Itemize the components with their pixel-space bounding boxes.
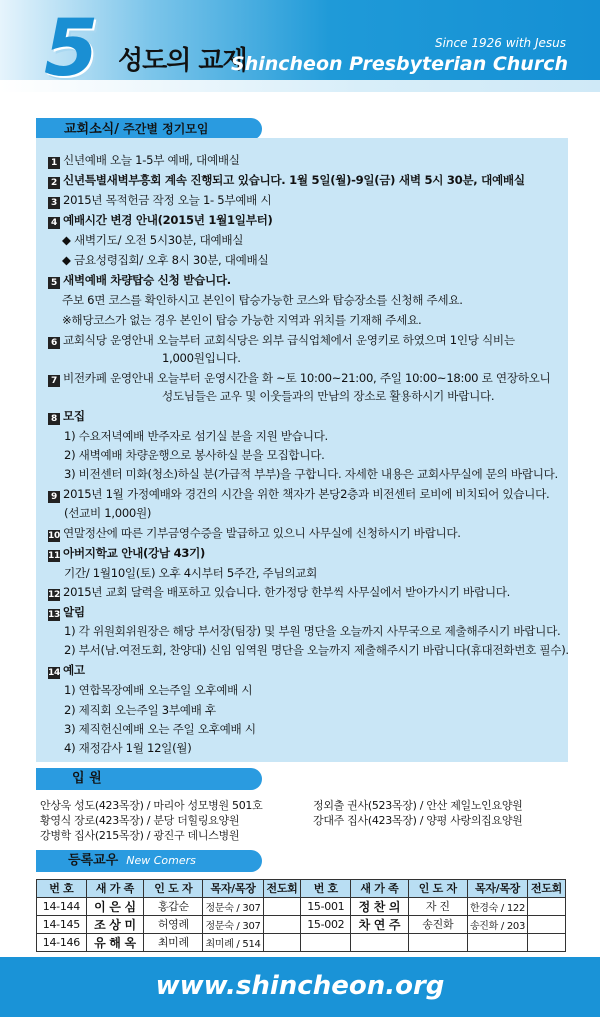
- section-number: 5: [44, 4, 99, 94]
- news-subline: 4) 재정감사 1월 12일(월): [64, 741, 192, 755]
- table-row: [37, 933, 566, 951]
- col-header: 새 가 족: [86, 880, 144, 898]
- news-item-4: [48, 213, 273, 229]
- since-text: Since 1926 with Jesus: [434, 36, 566, 50]
- news-item-7: [48, 371, 550, 387]
- news-text: 모집: [63, 409, 85, 423]
- section-title: 성도의 교제: [118, 46, 247, 76]
- news-subline: ※해당코스가 없는 경우 본인이 탑승 가능한 지역과 위치를 기재해 주세요.: [62, 313, 422, 327]
- news-number-badge: 9: [48, 491, 60, 503]
- news-item-12: [48, 585, 510, 601]
- news-subline: (선교비 1,000원): [64, 506, 152, 520]
- cell-number: 14-145: [37, 915, 87, 933]
- news-number-badge: 12: [48, 590, 60, 600]
- cell-guide: 송진화: [408, 915, 467, 933]
- cell-shepherd: 한경숙 / 122: [467, 897, 527, 915]
- col-header: 번 호: [301, 880, 351, 898]
- news-item-9: [48, 487, 549, 503]
- news-text: 교회식당 운영안내 오늘부터 교회식당은 외부 급식업체에서 운영키로 하였으며 1인당 식비는: [63, 333, 515, 347]
- cell-mission: [528, 897, 566, 915]
- col-header: 인 도 자: [144, 880, 203, 898]
- cell-mission: [263, 897, 301, 915]
- news-subline: 2) 제직회 오는주일 3부예배 후: [64, 703, 216, 717]
- col-header: 전도회: [528, 880, 566, 898]
- news-text: 비전카페 운영안내 오늘부터 운영시간을 화 ~토 10:00~21:00, 주일 10:00~18:00 로 연장하오니: [63, 371, 551, 385]
- col-header: 인 도 자: [408, 880, 467, 898]
- news-subline: 주보 6면 코스를 확인하시고 본인이 탑승가능한 코스와 탑승장소를 신청해 주세요.: [62, 293, 463, 307]
- news-item-14: [48, 663, 85, 679]
- news-subline: 1,000원입니다.: [162, 351, 241, 365]
- cell-number: 15-002: [301, 915, 351, 933]
- cell-newcomer: [351, 933, 409, 951]
- news-text: 2015년 목적헌금 작정 오늘 1- 5부예배 시: [63, 193, 272, 207]
- news-item-3: [48, 193, 271, 209]
- news-item-13: [48, 605, 85, 621]
- news-number-badge: 3: [48, 197, 60, 209]
- news-number-badge: 1: [48, 157, 60, 169]
- website-link[interactable]: www.shincheon.org: [155, 971, 445, 1001]
- news-number-badge: 11: [48, 551, 60, 561]
- col-header: 목자/목장: [467, 880, 527, 898]
- news-subline: 2) 부서(남.여전도회, 찬양대) 신임 임역원 명단을 오늘까지 제출해주시기 바랍니다(휴대전화번호 필수).: [64, 643, 569, 657]
- news-number-badge: 2: [48, 177, 60, 189]
- col-header: 목자/목장: [203, 880, 263, 898]
- cell-mission: [528, 933, 566, 951]
- news-text: 아버지학교 안내(강남 43기): [63, 546, 206, 560]
- cell-shepherd: 정문숙 / 307: [203, 897, 263, 915]
- hospital-heading: 입 원: [36, 768, 262, 790]
- hospital-entry: 강대주 집사(423목장) / 양평 사랑의집요양원: [313, 814, 523, 827]
- news-subline: 기간/ 1월10일(토) 오후 4시부터 5주간, 주님의교회: [64, 566, 318, 580]
- news-heading: [36, 118, 262, 140]
- news-text: 예고: [63, 663, 85, 677]
- table-row: [37, 915, 566, 933]
- newcomers-table: [36, 879, 566, 952]
- table-header-row: [37, 880, 566, 898]
- cell-mission: [263, 915, 301, 933]
- cell-mission: [263, 933, 301, 951]
- cell-guide: [408, 933, 467, 951]
- cell-number: [301, 933, 351, 951]
- news-item-2: [48, 173, 525, 189]
- cell-number: 15-001: [301, 897, 351, 915]
- news-subline: ◆ 새벽기도/ 오전 5시30분, 대예배실: [62, 233, 244, 247]
- col-header: 번 호: [37, 880, 87, 898]
- news-text: 새벽예배 차량탑승 신청 받습니다.: [63, 273, 231, 287]
- table-row: [37, 897, 566, 915]
- cell-newcomer: 정 찬 의: [351, 897, 409, 915]
- news-subline: 1) 수요저녁예배 반주자로 섬기실 분을 지원 받습니다.: [64, 429, 328, 443]
- news-item-10: [48, 526, 461, 542]
- newcomers-heading-en: New Comers: [126, 854, 196, 867]
- news-number-badge: 7: [48, 375, 60, 387]
- cell-newcomer: 유 해 옥: [86, 933, 144, 951]
- news-item-11: [48, 546, 205, 562]
- news-text: 2015년 교회 달력을 배포하고 있습니다. 한가정당 한부씩 사무실에서 받아가시기 바랍니다.: [63, 585, 511, 599]
- cell-newcomer: 차 연 주: [351, 915, 409, 933]
- news-subline: 1) 연합목장예배 오는주일 오후예배 시: [64, 683, 253, 697]
- news-item-1: [48, 153, 240, 169]
- col-header: 전도회: [263, 880, 301, 898]
- col-header: 새 가 족: [351, 880, 409, 898]
- page-header: [0, 0, 600, 92]
- news-subline: 2) 새벽예배 차량운행으로 봉사하실 분을 모집합니다.: [64, 448, 325, 462]
- news-number-badge: 10: [48, 531, 60, 541]
- hospital-entry: 안상욱 성도(423목장) / 마리아 성모병원 501호: [40, 799, 263, 812]
- cell-newcomer: 조 상 미: [86, 915, 144, 933]
- news-number-badge: 13: [48, 610, 60, 620]
- news-subline: 3) 비전센터 미화(청소)하실 분(가급적 부부)을 구합니다. 자세한 내용은 교회사무실에 문의 바랍니다.: [64, 467, 558, 481]
- cell-shepherd: 정문숙 / 307: [203, 915, 263, 933]
- news-subline: 1) 각 위원회위원장은 해당 부서장(팀장) 및 부원 명단을 오늘까지 사무국으로 제출해주시기 바랍니다.: [64, 624, 561, 638]
- newcomers-heading: [36, 850, 262, 872]
- news-heading-sub: 주간별 정기모임: [118, 122, 209, 136]
- cell-guide: 최미례: [144, 933, 203, 951]
- news-number-badge: 6: [48, 337, 60, 349]
- news-text: 연말정산에 따른 기부금영수증을 발급하고 있으니 사무실에 신청하시기 바랍니다.: [63, 526, 461, 540]
- cell-shepherd: [467, 933, 527, 951]
- cell-mission: [528, 915, 566, 933]
- news-number-badge: 4: [48, 217, 60, 229]
- cell-number: 14-146: [37, 933, 87, 951]
- news-item-6: [48, 333, 515, 349]
- hospital-entry: 강병학 집사(215목장) / 광진구 데니스병원: [40, 829, 240, 842]
- news-text: 신년예배 오늘 1-5부 예배, 대예배실: [63, 153, 240, 167]
- news-number-badge: 8: [48, 413, 60, 425]
- news-text: 예배시간 변경 안내(2015년 1월1일부터): [63, 213, 273, 227]
- news-subline: 성도님들은 교우 및 이웃들과의 만남의 장소로 활용하시기 바랍니다.: [162, 389, 495, 403]
- cell-guide: 허영례: [144, 915, 203, 933]
- cell-shepherd: 송진화 / 203: [467, 915, 527, 933]
- news-subline: ◆ 금요성령집회/ 오후 8시 30분, 대예배실: [62, 253, 269, 267]
- news-text: 신년특별새벽부흥회 계속 진행되고 있습니다. 1월 5일(월)-9일(금) 새벽 5시 30분, 대예배실: [63, 173, 525, 187]
- newcomers-heading-main: 등록교우: [68, 853, 119, 868]
- hospital-entry: 정외출 권사(523목장) / 안산 제일노인요양원: [313, 799, 523, 812]
- church-name: Shincheon Presbyterian Church: [231, 53, 568, 75]
- news-text: 2015년 1월 가정예배와 경건의 시간을 위한 책자가 본당2층과 비전센터 로비에 비치되어 있습니다.: [63, 487, 550, 501]
- cell-newcomer: 이 은 심: [86, 897, 144, 915]
- news-number-badge: 14: [48, 668, 60, 678]
- news-subline: 3) 제직헌신예배 오는 주일 오후예배 시: [64, 722, 256, 736]
- cell-shepherd: 최미례 / 514: [203, 933, 263, 951]
- cell-number: 14-144: [37, 897, 87, 915]
- cell-guide: 자 진: [408, 897, 467, 915]
- page-footer: [0, 957, 600, 1017]
- news-number-badge: 5: [48, 277, 60, 289]
- news-item-8: [48, 409, 85, 425]
- news-heading-main: 교회소식/: [64, 122, 119, 137]
- cell-guide: 홍갑순: [144, 897, 203, 915]
- news-item-5: [48, 273, 231, 289]
- hospital-entry: 황영식 장로(423목장) / 분당 더힐링요양원: [40, 814, 240, 827]
- news-text: 알림: [63, 605, 85, 619]
